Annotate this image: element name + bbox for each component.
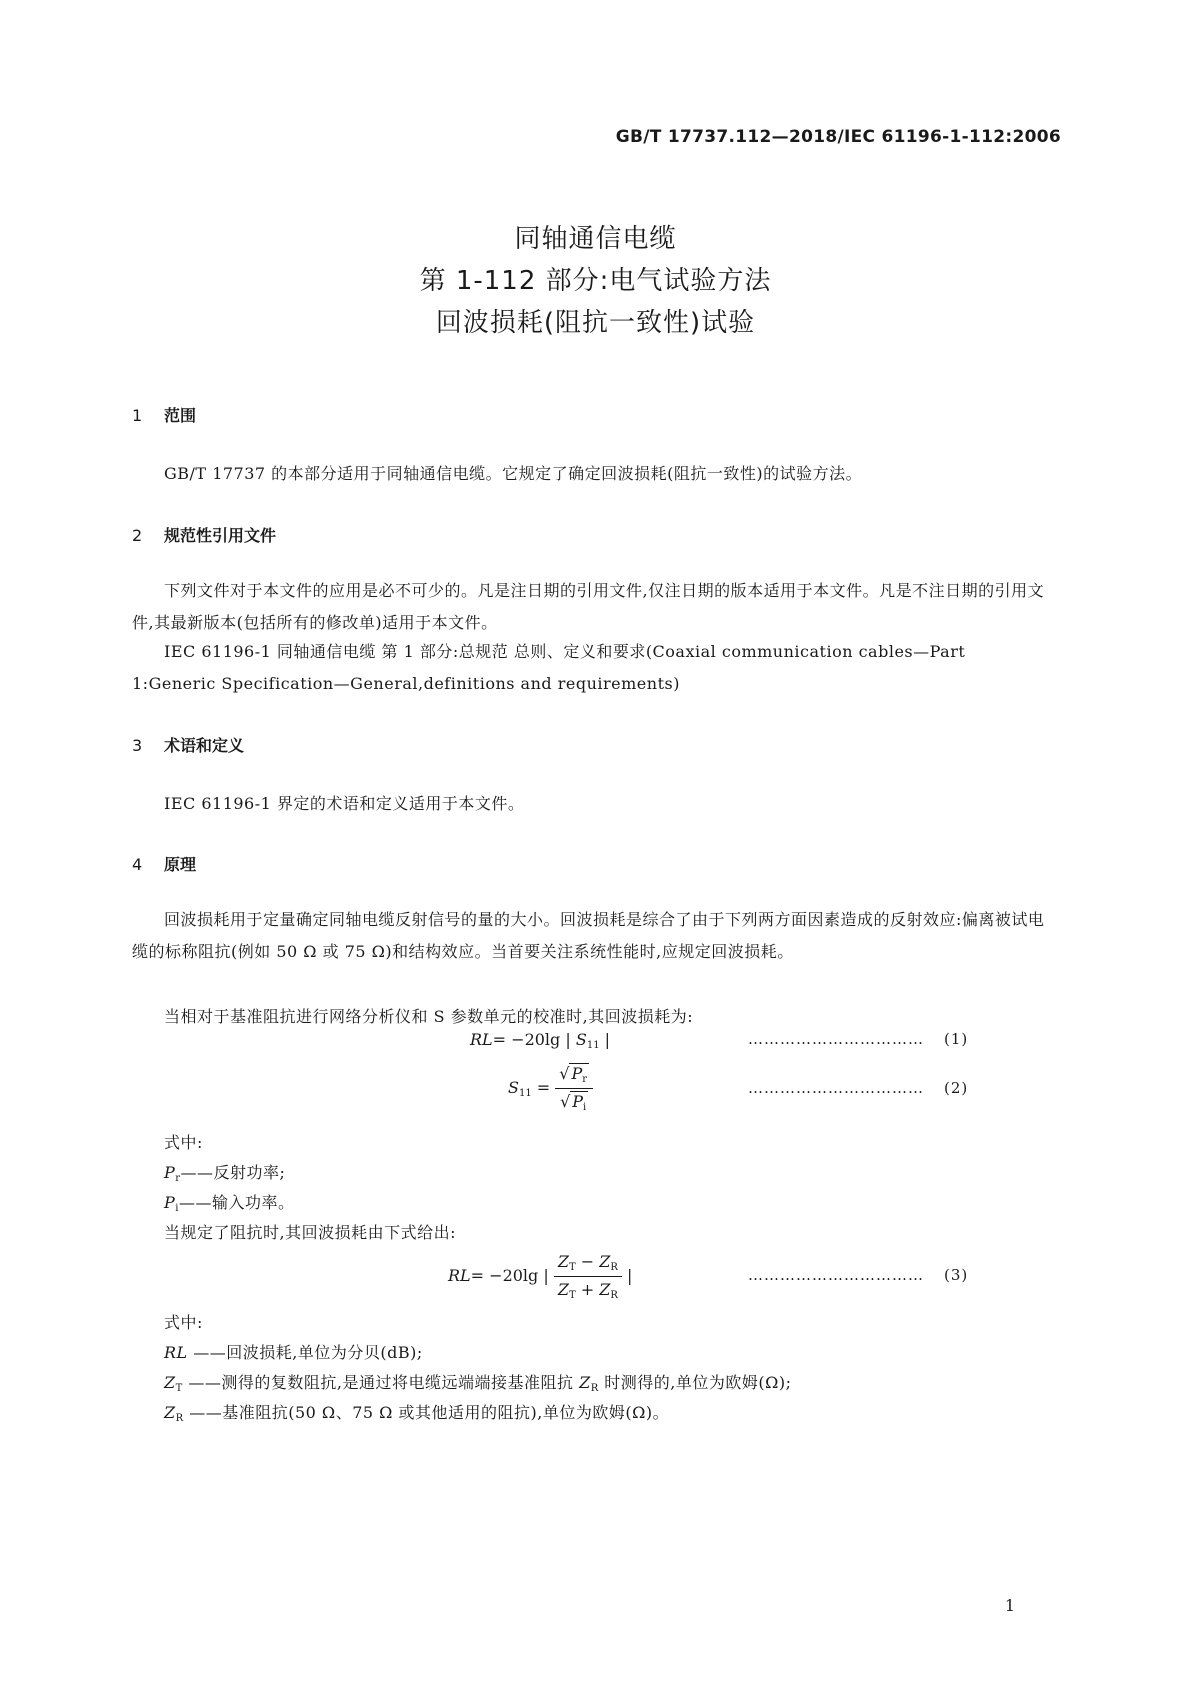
equation-3-number: (3) (944, 1266, 969, 1284)
definition-zt: $Z_T$ ——测得的复数阻抗,是通过将电缆远端端接基准阻抗 $Z_R$ 时测得的,单位为欧姆(Ω); (164, 1373, 792, 1394)
principle-paragraph: 回波损耗用于定量确定同轴电缆反射信号的量的大小。回波损耗是综合了由于下列两方面因素造成的反射效应:偏离被试电缆的标称阻抗(例如 50 Ω 或 75 Ω)和结构效应。当首要关注系统性能时,应规定回波损耗。 (132, 910, 1045, 961)
terms-paragraph: IEC 61196-1 界定的术语和定义适用于本文件。 (164, 794, 525, 813)
section-heading-principle: 4 原理 (132, 855, 197, 874)
definition-rl: RL ——回波损耗,单位为分贝(dB); (164, 1343, 423, 1362)
section-heading-scope: 1 范围 (132, 406, 197, 425)
definition-pi: $P_i——$输入功率。 (164, 1193, 295, 1214)
impedance-text: 当规定了阻抗时,其回波损耗由下式给出: (164, 1223, 456, 1242)
equation-1-number: (1) (944, 1030, 969, 1048)
equation-3: RL= −20lg | $\frac{Z_T - Z_R}{Z_T + Z_R}$ | (448, 1252, 633, 1301)
equation-2-fraction: $\frac{√ P_r}{√ P_i}$ (555, 1064, 593, 1113)
scope-paragraph: GB/T 17737 的本部分适用于同轴通信电缆。它规定了确定回波损耗(阻抗一致性)的试验方法。 (164, 464, 863, 483)
definition-pr: $P_r——$反射功率; (164, 1163, 286, 1184)
leader-dots-3: …………………………… (748, 1266, 924, 1284)
section-heading-normative-references: 2 规范性引用文件 (132, 526, 277, 545)
title-line-3: 回波损耗(阻抗一致性)试验 (435, 308, 756, 338)
where-label-2: 式中: (164, 1313, 203, 1332)
equation-3-fraction: $\frac{Z_T - Z_R}{Z_T + Z_R}$ (554, 1252, 622, 1301)
title-line-1: 同轴通信电缆 (514, 224, 677, 254)
leader-dots-1: …………………………… (748, 1030, 924, 1048)
title-line-2: 第 1-112 部分:电气试验方法 (419, 266, 772, 296)
where-label-1: 式中: (164, 1133, 203, 1152)
normref-paragraph: 下列文件对于本文件的应用是必不可少的。凡是注日期的引用文件,仅注日期的版本适用于本文件。凡是不注日期的引用文件,其最新版本(包括所有的修改单)适用于本文件。 (132, 581, 1045, 632)
equation-1: RL= −20lg | $S_{11}$ | (470, 1030, 611, 1051)
normref-iec-entry: IEC 61196-1 同轴通信电缆 第 1 部分:总规范 总则、定义和要求(Coaxial communication cables—Part 1:Generic Specification—General,definitions and requirements) (132, 642, 966, 693)
section-heading-terms: 3 术语和定义 (132, 736, 245, 755)
page-number: 1 (1004, 1596, 1015, 1615)
leader-dots-2: …………………………… (748, 1079, 924, 1097)
standard-code: GB/T 17737.112—2018/IEC 61196-1-112:2006 (615, 127, 1061, 147)
calibration-text: 当相对于基准阻抗进行网络分析仪和 S 参数单元的校准时,其回波损耗为: (164, 1007, 694, 1026)
equation-2: $S_{11}$ = $\frac{√ P_r}{√ P_i}$ (508, 1064, 593, 1113)
definition-zr: $Z_R$ ——基准阻抗(50 Ω、75 Ω 或其他适用的阻抗),单位为欧姆(Ω)。 (164, 1403, 670, 1424)
equation-2-number: (2) (944, 1079, 969, 1097)
